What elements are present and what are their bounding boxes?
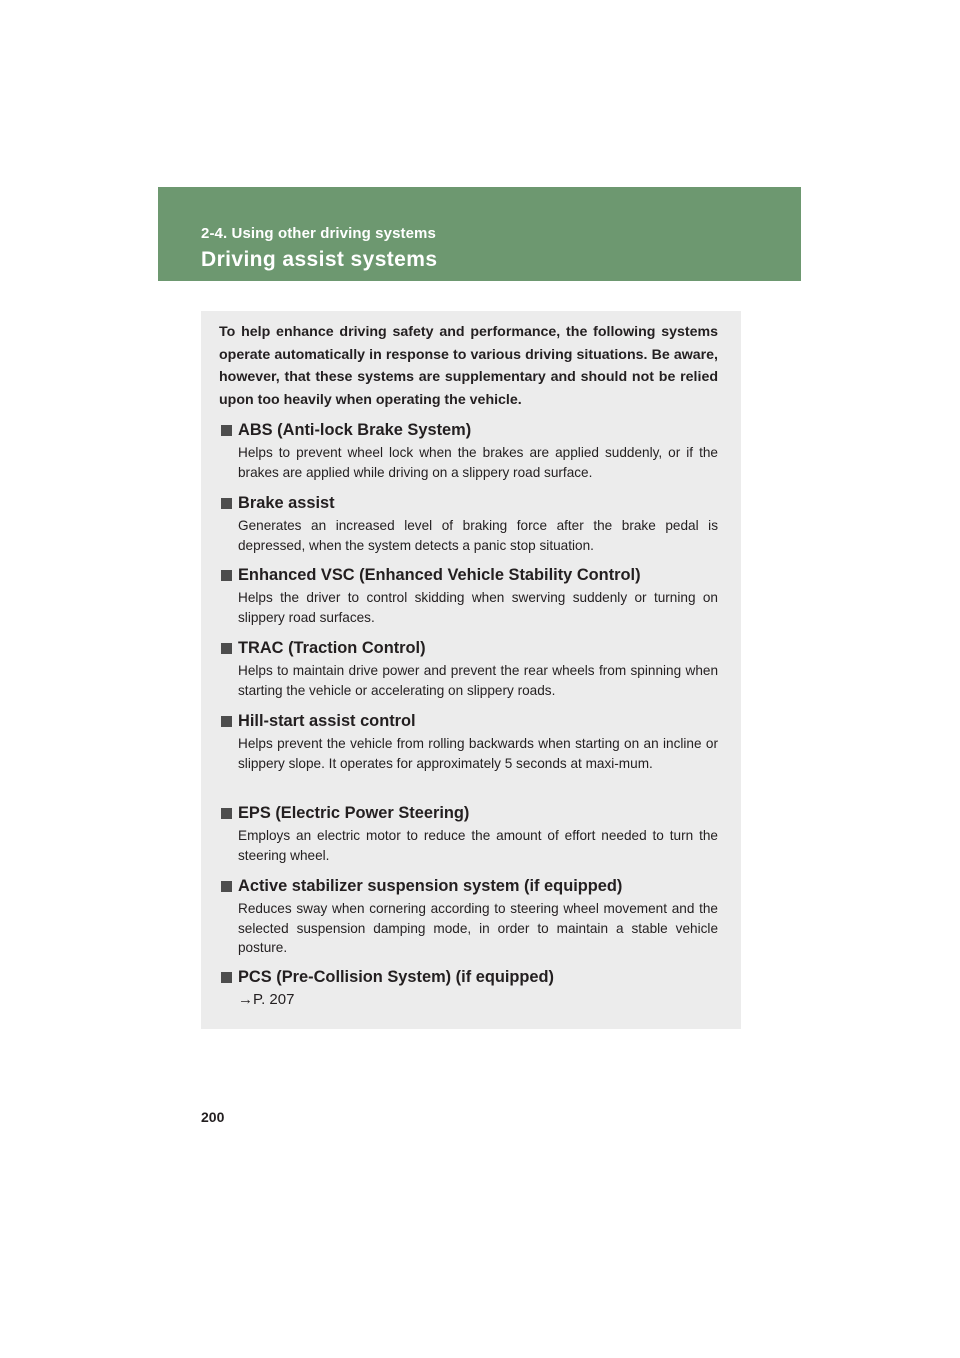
square-bullet-icon: [221, 643, 232, 654]
item-title: Hill-start assist control: [238, 711, 416, 730]
page-reference-link[interactable]: →P. 207: [238, 991, 295, 1008]
item-description: Generates an increased level of braking force after the brake pedal is depressed, when the system detects a panic stop situation.: [238, 518, 718, 553]
square-bullet-icon: [221, 498, 232, 509]
item-brake-assist: [221, 491, 718, 555]
intro-paragraph: To help enhance driving safety and performance, the following systems operate automatically in response to various driving situations. Be aware, however, that these systems are supplementary and should not be relied upon too heavily when operating the vehicle.: [219, 324, 718, 408]
page-title: Driving assist systems: [201, 248, 438, 271]
item-description: Helps to maintain drive power and prevent the rear wheels from spinning when starting the vehicle or accelerating on slippery roads.: [238, 663, 718, 698]
square-bullet-icon: [221, 972, 232, 983]
item-title: TRAC (Traction Control): [238, 638, 426, 657]
item-active-stabilizer: [221, 874, 718, 958]
item-title: EPS (Electric Power Steering): [238, 803, 470, 822]
item-description: Employs an electric motor to reduce the amount of effort needed to turn the steering wheel.: [238, 828, 718, 863]
item-title: ABS (Anti-lock Brake System): [238, 420, 472, 439]
square-bullet-icon: [221, 570, 232, 581]
item-title: Active stabilizer suspension system (if equipped): [238, 876, 623, 895]
item-pcs: [221, 965, 718, 1010]
chapter-header: [158, 187, 801, 281]
square-bullet-icon: [221, 716, 232, 727]
content-box: [201, 311, 741, 1029]
item-eps: [221, 801, 718, 865]
section-label: 2-4. Using other driving systems: [201, 225, 436, 242]
item-trac: [221, 636, 718, 700]
square-bullet-icon: [221, 881, 232, 892]
item-enhanced-vsc: [221, 563, 718, 627]
item-hill-start-assist: [221, 709, 718, 773]
item-title: Enhanced VSC (Enhanced Vehicle Stability Control): [238, 565, 641, 584]
item-description: Helps to prevent wheel lock when the brakes are applied suddenly, or if the brakes are applied while driving on a slippery road surface.: [238, 445, 718, 480]
square-bullet-icon: [221, 425, 232, 436]
square-bullet-icon: [221, 808, 232, 819]
item-title: PCS (Pre-Collision System) (if equipped): [238, 967, 555, 986]
item-title: Brake assist: [238, 493, 335, 512]
item-abs: [221, 418, 718, 482]
item-description: Helps prevent the vehicle from rolling backwards when starting on an incline or slippery slope. It operates for approximately 5 seconds at maxi-mum.: [238, 736, 718, 771]
page-number: 200: [201, 1109, 225, 1125]
item-description: Helps the driver to control skidding when swerving suddenly or turning on slippery road surfaces.: [238, 590, 718, 625]
item-description: Reduces sway when cornering according to steering wheel movement and the selected suspension damping mode, in order to maintain a stable vehicle posture.: [238, 901, 718, 955]
